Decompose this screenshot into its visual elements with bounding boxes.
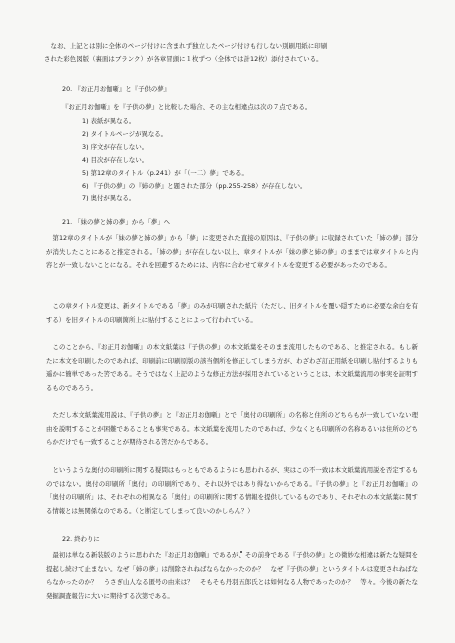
section-22-heading: 22. 終わりに	[62, 535, 100, 543]
list-item: 2) タイトルページが異なる。	[82, 129, 168, 138]
section-20-list	[82, 115, 306, 205]
section-21-paragraph-2: この章タイトル変更は、新タイトルである「夢」のみが印刷された紙片（ただし、旧タイトルを覆い隠すために必要な余白を有する）を旧タイトルの印刷箇所上に貼付することによって行われている。	[46, 302, 418, 324]
section-22-paragraph: 最初は単なる新装版のように思われた『お正月お伽噺』であるが、その前身である『子供の夢』との微妙な相違は新たな疑問を提起し続けて止まない。なぜ「姉の夢」は削除されねばならなかったのか？ なぜ『子供の夢』というタイトルは変更されねばならなかったのか？ うさぎ山人なる匿号の由来は？ そもそも丹羽五郎氏とは如何なる人物であったのか？ 等々。今後の新たな発掘調査報告に大いに期待する次第である。	[46, 551, 418, 600]
list-item: 4) 目次が存在しない。	[82, 155, 149, 164]
section-20-lead: 『お正月お伽噺』を『子供の夢』と比較した場合、その主な相違点は次の７点である。	[62, 103, 312, 111]
section-21-paragraph-4: ただし本文紙葉流用説は、『子供の夢』と『お正月お伽噺』とで「奥付の印刷所」の名称と住所のどちらもが一致していない理由を説明することが困難であることも事実である。本文紙葉を流用したのであれば、少なくとも印刷所の名称あるいは住所のどちらかだけでも一致することが期待される筈だからである。	[46, 411, 418, 447]
list-item: 7) 奥付が異なる。	[82, 194, 136, 203]
intro-line-2: された彩色図版（裏面はブランク）が各章冒頭に１枚ずつ（全体では計12枚）添付されている。	[44, 55, 323, 63]
list-item: 3) 序文が存在しない。	[82, 142, 149, 151]
section-21-heading: 21. 「妹の夢と姉の夢」から「夢」へ	[62, 218, 171, 226]
list-item: 1) 表紙が異なる。	[82, 117, 136, 125]
section-21-paragraph-5: というような奥付の印刷所に関する疑問はもっともであるようにも思われるが、実はこの不一致は本文紙葉流用説を否定するものではない。奥付の印刷所「奥付」の印刷所であり、それ以外ではあり得ないからである。『子供の夢』と『お正月お伽噺』の「奥付の印刷所」は、それぞれの相異なる「奥付」の印刷所に関する情報を提供しているものであり、それぞれの本文紙葉に関する情報とは無関係なのである。（と断定してしまって良いのかしらん？）	[46, 466, 418, 515]
section-20-heading: 20. 『お正月お伽噺』と『子供の夢』	[62, 85, 171, 93]
section-21-paragraph-1: 第12章のタイトルが「妹の夢と姉の夢」から「夢」に変更された直接の原因は、『子供の夢』に収録されていた「姉の夢」部分が消失したことにあると推定される。「姉の夢」が存在しない以上、章タイトルが「妹の夢と姉の夢」のままでは章タイトルと内容とが一致しないことになる。それを回避するためには、内容に合わせて章タイトルを変更する必要があったのである。	[46, 234, 418, 270]
intro-line-1: なお、上記とは別に全体のページ付けに含まれず独立したページ付けも行しない別刷用紙に印刷	[50, 42, 328, 50]
list-item: 6) 『子供の夢』の『姉の夢』と題された部分（pp.255-258）が存在しない。	[82, 181, 307, 190]
section-21-paragraph-3: このことから、『お正月お伽噺』の本文紙葉は『子供の夢』の本文紙葉をそのまま流用したものである、と推定される。もし新たに本文を印刷したのであれば、印刷前に印刷原版の該当個所を修正してしまう方が、わざわざ訂正用紙を印刷し貼付するよりも遥かに簡単であった筈である。そうではなく上記のような修正方法が採用されているということは、本文紙葉流用の事実を証明するものであろう。	[46, 343, 418, 392]
list-item: 5) 第12章のタイトル（p.241）が「（一二）夢」である。	[82, 168, 248, 177]
